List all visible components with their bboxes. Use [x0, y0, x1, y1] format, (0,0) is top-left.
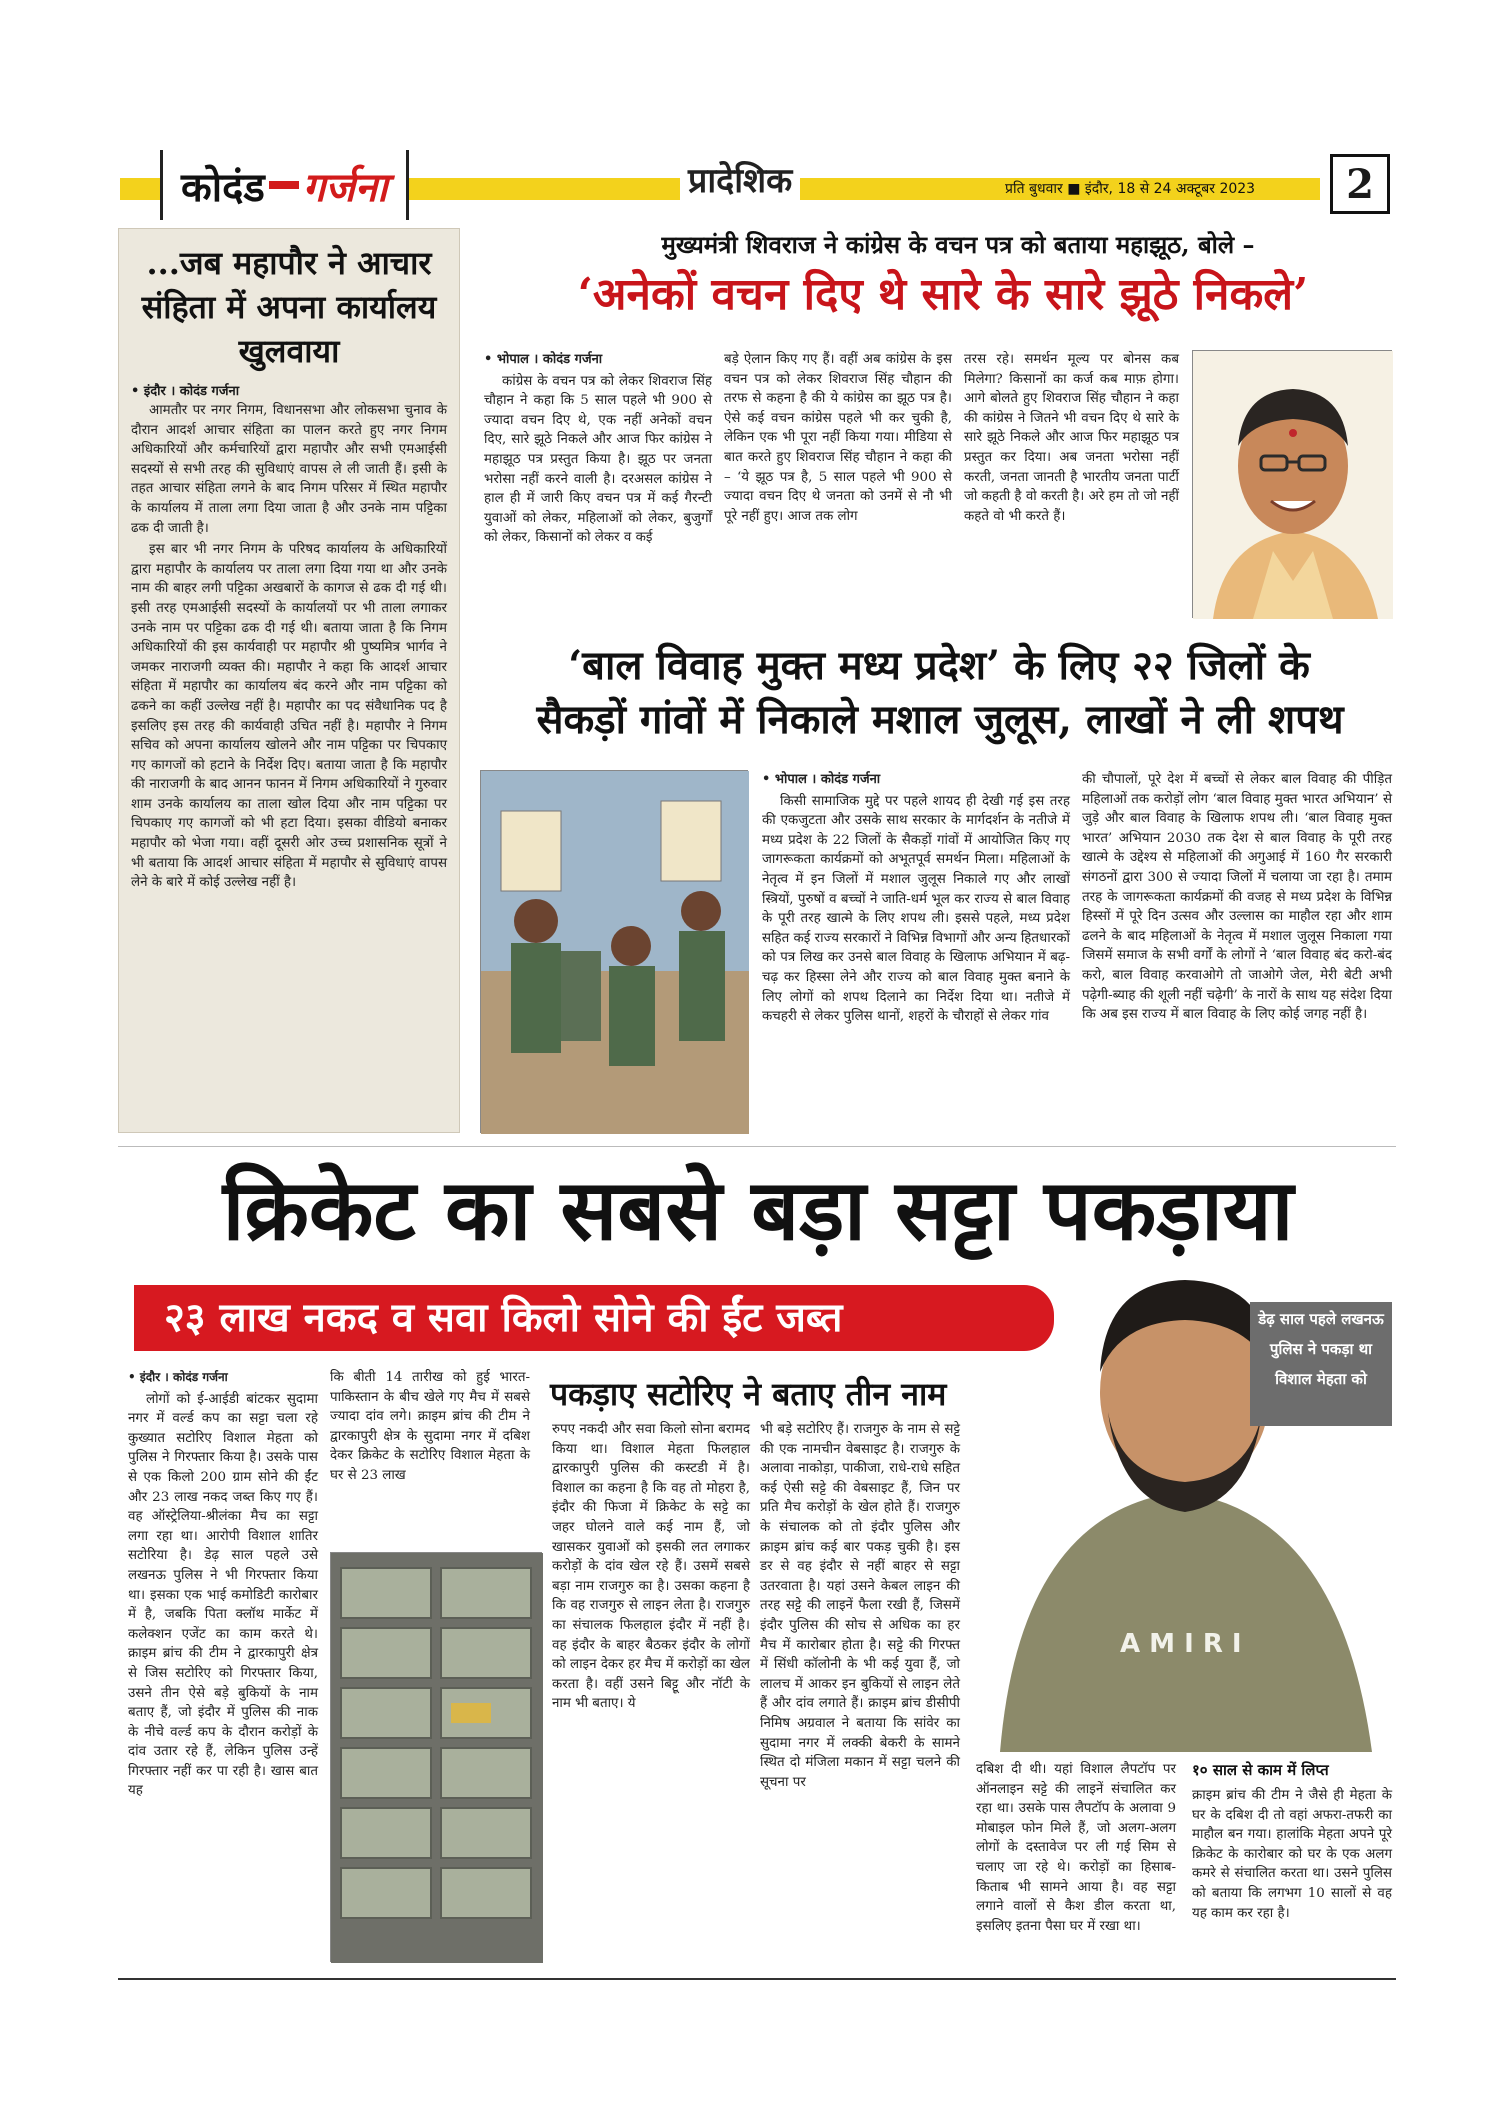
- cm-text-3: तरस रहे। समर्थन मूल्य पर बोनस कब मिलेगा? किसानों का कर्ज कब माफ़ होगा। आगे बोलते हुए शिवराज सिंह चौहान ने कहा की कांग्रेस ने जितने भी वचन दिए थे सारे के सारे झूठे निकले और आज फिर महाझूठ पत्र प्रस्तुत कर दिया। अब जनता भरोसा नहीं करती, जनता जानती है भारतीय जनता पार्टी जो कहती है वो करती है। अरे हम तो जो नहीं कहते वो भी करते हैं।: [964, 352, 1179, 524]
- mayor-body: [131, 401, 447, 893]
- mayor-headline: ...जब महापौर ने आचार संहिता में अपना कार्यालय खुलवाया: [141, 244, 437, 370]
- betting-text-5: दबिश दी थी। यहां विशाल लैपटॉप पर ऑनलाइन सट्टे की लाइनें संचालित कर रहा था। उसके पास लैपटॉप के अलावा 9 मोबाइल फोन मिले हैं, जो अलग-अलग लोगों के दस्तावेज पर ली गई सिम से चलाए जा रहे थे। करोड़ों का हिसाब-किताब भी सामने आया है। वह सट्टा लगाने वालों से कैश डील करता था, इसलिए इतना पैसा घर में रखा था।: [976, 1762, 1176, 1934]
- betting-dateline: • इंदौर । कोदंड गर्जना: [128, 1370, 228, 1384]
- betting-column-5: [976, 1760, 1176, 1970]
- side-subhead: १० साल से काम में लिप्त: [1192, 1761, 1329, 1779]
- page-number: 2: [1330, 154, 1390, 214]
- betting-text-2: कि बीती 14 तारीख को हुई भारत-पाकिस्तान के बीच खेले गए मैच में सबसे ज्यादा दांव लगे। क्राइम ब्रांच की टीम ने द्वारकापुरी क्षेत्र के सुदामा नगर में दबिश देकर क्रिकेट के सटोरिए विशाल मेहता के घर से 23 लाख: [330, 1370, 530, 1483]
- logo-part-2: गर्जना: [302, 163, 388, 211]
- child-dateline: • भोपाल । कोदंड गर्जना: [762, 772, 881, 787]
- cash-photo: [330, 1552, 542, 1962]
- svg-text:A M I R I: A M I R I: [1120, 1629, 1242, 1659]
- betting-headline: क्रिकेट का सबसे बड़ा सट्टा पकड़ाया: [222, 1160, 1294, 1259]
- inner-headline: पकड़ाए सटोरिए ने बताए तीन नाम: [550, 1375, 947, 1413]
- cm-column-3: [964, 350, 1179, 620]
- cm-dateline: • भोपाल । कोदंड गर्जना: [484, 352, 603, 367]
- mayor-paragraph-2: इस बार भी नगर निगम के परिषद कार्यालय के अधिकारियों द्वारा महापौर के कार्यालय पर ताला लगा दिया गया था और उनके नाम की बाहर लगी पट्टिका अखबारों के कागज से ढक दी गई थी। इसी तरह एमआईसी सदस्यों के कार्यालयों पर भी ताला लगाकर उनके नाम पर पट्टिका ढक दी गई थी। बताया जाता है कि निगम अधिकारियों की इस कार्यवाही पर महापौर श्री पुष्यमित्र भार्गव ने जमकर नाराजगी व्यक्त की। महापौर ने कहा कि आदर्श आचार संहिता में महापौर का कार्यालय बंद करने और नाम पट्टिका को ढकने का कहीं उल्लेख नहीं है। महापौर का पद संवैधानिक पद है इसलिए इस तरह की कार्यवाही उचित नहीं है। महापौर ने निगम सचिव को अपना कार्यालय खोलने और नाम पट्टिका पर चिपकाए गए कागजों को हटाने के निर्देश दिए। बताया जाता है कि महापौर की नाराजगी के बाद आनन फानन में निगम अधिकारियों ने गुरुवार शाम उनके कार्यालय का ताला खोल दिया और नाम पट्टिका पर चिपकाए गए कागजों को भी हटा दिया। इसका वीडियो बनाकर महापौर को भेजा गया। वहीं दूसरी ओर उच्च प्रशासनिक सूत्रों ने भी बताया कि आदर्श आचार संहिता में महापौर से सुविधाएं वापस लेने के बारे में कोई उल्लेख नहीं है।: [131, 542, 447, 891]
- section-title: प्रादेशिक: [680, 156, 800, 202]
- rally-illustration: [481, 771, 749, 1134]
- child-column-1: [762, 770, 1070, 1133]
- newspaper-logo: [160, 150, 409, 220]
- betting-column-4: [760, 1420, 960, 1968]
- betting-text-4: भी बड़े सटोरिए हैं। राजगुरु के नाम से सट्टे की एक नामचीन वेबसाइट है। राजगुरु के अलावा नाकोड़ा, पाकीजा, राधे-राधे सहित कई ऐसी सट्टे की वेबसाइट हैं, जिन पर प्रति मैच करोड़ों के खेल होते हैं। राजगुरु के संचालक को तो इंदौर पुलिस और क्राइम ब्रांच कई बार पकड़ चुकी है। इस डर से वह इंदौर से नहीं बाहर से सट्टा उतरवाता है। यहां उसने केबल लाइन की तरह सट्टे की लाइनें फैला रखी हैं, जिसमें इंदौर पुलिस की सोच से अधिक का हर मैच में कारोबार होता है। सट्टे की गिरफ्त में सिंधी कॉलोनी के भी कई युवा हैं, जो लालच में आकर इन बुकियों से लाइन लेते हैं और दांव लगाते हैं। क्राइम ब्रांच डीसीपी निमिष अग्रवाल ने बताया कि सांवेर का सुदामा नगर में लक्की बेकरी के सामने स्थित दो मंजिला मकान में सट्टा चलने की सूचना पर: [760, 1422, 960, 1790]
- child-marriage-headline-1: ‘बाल विवाह मुक्त मध्य प्रदेश’ के लिए २२ जिलों के: [568, 642, 1310, 689]
- mayor-paragraph-1: आमतौर पर नगर निगम, विधानसभा और लोकसभा चुनाव के दौरान आदर्श आचार संहिता का पालन करते हुए नगर निगम अधिकारियों और कर्मचारियों द्वारा महापौर और सभी एमआईसी सदस्यों से सभी तरह की सुविधाएं वापस ले ली जाती हैं। इसी के तहत आचार संहिता लगने के बाद निगम परिसर में स्थित महापौर के कार्यालय में ताला लगा दिया जाता है और उनके नाम पट्टिका ढक दी जाती है।: [131, 403, 447, 536]
- cm-column-1: [484, 350, 712, 620]
- child-text-2: की चौपालों, पूरे देश में बच्चों से लेकर बाल विवाह की पीड़ित महिलाओं तक करोड़ों लोग ‘बाल विवाह मुक्त भारत अभियान’ से जुड़े और बाल विवाह के खिलाफ शपथ ली। ‘बाल विवाह मुक्त भारत’ अभियान 2030 तक देश से बाल विवाह के पूरी तरह खात्मे के उद्देश्य से महिलाओं की अगुआई में 160 गैर सरकारी संगठनों द्वारा 300 से ज्यादा जिलों में चलाया जा रहा है। तमाम तरह के जागरूकता कार्यक्रमों की वजह से मध्य प्रदेश के विभिन्न हिस्सों में पूरे दिन उत्सव और उल्लास का माहौल रहा और शाम ढलने के बाद महिलाओं के नेतृत्व में मशाल जुलूस निकाला गया जिसमें समाज के सभी वर्गों के लोगों ने ‘बाल विवाह बंद करो-बंद करो, बाल विवाह करवाओगे तो जाओगे जेल, मेरी बेटी अभी पढ़ेगी-ब्याह की शूली नहीं चढ़ेगी’ के नारों के साथ यह संदेश दिया कि अब इस राज्य में बाल विवाह के लिए कोई जगह नहीं है।: [1082, 772, 1392, 1023]
- betting-subheadline: २३ लाख नकद व सवा किलो सोने की ईंट जब्त: [134, 1285, 1054, 1351]
- cash-illustration: [331, 1553, 543, 1963]
- cm-portrait-illustration: [1193, 351, 1393, 619]
- mayor-story: [118, 228, 460, 1133]
- mayor-dateline: • इंदौर । कोदंड गर्जना: [131, 384, 240, 399]
- rally-photo: [480, 770, 748, 1133]
- photo-caption-box: डेढ़ साल पहले लखनऊ पुलिस ने पकड़ा था विशाल मेहता को: [1250, 1302, 1392, 1426]
- betting-text-1: लोगों को ई-आईडी बांटकर सुदामा नगर में वर्ल्ड कप का सट्टा चला रहे कुख्यात सटोरिए विशाल मेहता को पुलिस ने गिरफ्तार किया है। उसके पास से एक किलो 200 ग्राम सोने की ईंट और 23 लाख नकद जब्त किए गए हैं। वह ऑस्ट्रेलिया-श्रीलंका मैच का सट्टा लगा रहा था। आरोपी विशाल शातिर सटोरिया है। डेढ़ साल पहले उसे लखनऊ पुलिस ने भी गिरफ्तार किया था। इसका एक भाई कमोडिटी कारोबार में है, जबकि पिता क्लॉथ मार्केट में कलेक्शन एजेंट का काम करते थे। क्राइम ब्रांच की टीम ने द्वारकापुरी क्षेत्र से जिस सटोरिए को गिरफ्तार किया, उसने तीन ऐसे बड़े बुकियों के नाम बताए हैं, जो इंदौर में पुलिस की नाक के नीचे वर्ल्ड कप के दौरान करोड़ों के दांव उतार रहे हैं, लेकिन पुलिस उन्हें गिरफ्तार नहीं कर पा रही है। खास बात यह: [128, 1391, 318, 1799]
- logo-arrow-icon: [269, 181, 299, 189]
- masthead: [120, 150, 1390, 220]
- betting-text-6: क्राइम ब्रांच की टीम ने जैसे ही मेहता के घर के दबिश दी तो वहां अफरा-तफरी का माहौल बन गया। हालांकि मेहता अपने पूरे क्रिकेट के कारोबार को घर के एक अलग कमरे से संचालित करता था। उसने पुलिस को बताया कि लगभग 10 सालों से वह यह काम कर रहा है।: [1192, 1788, 1392, 1921]
- cm-text-1: कांग्रेस के वचन पत्र को लेकर शिवराज सिंह चौहान ने कहा कि 5 साल पहले भी 900 से ज्यादा वचन दिए थे, एक नहीं अनेकों वचन दिए, सारे झूठे निकले और आज फिर कांग्रेस ने महाझूठ पत्र प्रस्तुत किया है। झूठ पर जनता भरोसा नहीं करने वाली है। दरअसल कांग्रेस ने हाल ही में जारी किए वचन पत्र में कई गैरन्टी युवाओं को लेकर, महिलाओं को लेकर, बुजुर्गों को लेकर, किसानों को लेकर व कई: [484, 373, 712, 546]
- logo-part-1: कोदंड: [181, 163, 265, 211]
- child-marriage-headline-2: सैकड़ों गांवों में निकाले मशाल जुलूस, लाखों ने ली शपथ: [536, 696, 1344, 743]
- cm-kicker: मुख्यमंत्री शिवराज ने कांग्रेस के वचन पत्र को बताया महाझूठ, बोले –: [661, 230, 1255, 259]
- section-divider: [118, 1146, 1396, 1147]
- cm-headline: ‘अनेकों वचन दिए थे सारे के सारे झूठे निकले’: [577, 269, 1309, 320]
- cm-column-2: [724, 350, 952, 620]
- betting-column-3: [552, 1420, 750, 1968]
- child-column-2: [1082, 770, 1392, 1133]
- betting-column-6: [1192, 1760, 1392, 1970]
- child-text-1: किसी सामाजिक मुद्दे पर पहले शायद ही देखी गई इस तरह की एकजुटता और उसके साथ सरकार के मार्गदर्शन के नतीजे में मध्य प्रदेश के 22 जिलों के सैकड़ों गांवों में आयोजित किए गए जागरूकता कार्यक्रमों को अभूतपूर्व समर्थन मिला। महिलाओं के नेतृत्व में इन जिलों में मशाल जुलूस निकाले गए और लाखों स्त्रियों, पुरुषों व बच्चों ने जाति-धर्म भूल कर राज्य से बाल विवाह के पूरी तरह खात्मे के लिए शपथ ली। इससे पहले, मध्य प्रदेश सहित कई राज्य सरकारों ने विभिन्न विभागों और अन्य हितधारकों को पत्र लिख कर उनसे बाल विवाह के खिलाफ अभियान में बढ़-चढ़ कर हिस्सा लेने और राज्य को बाल विवाह मुक्त बनाने के लिए लोगों को शपथ दिलाने का निर्देश दिया था। नतीजे में कचहरी से लेकर पुलिस थानों, शहरों के चौराहों से लेकर गांव: [762, 793, 1070, 1025]
- betting-column-2: [330, 1368, 530, 1483]
- cm-text-2: बड़े ऐलान किए गए हैं। वहीं अब कांग्रेस के इस वचन पत्र को लेकर शिवराज सिंह चौहान की तरफ से कहना है की ये कांग्रेस का झूठ पत्र है। ऐसे कई वचन कांग्रेस पहले भी कर चुकी है, लेकिन एक भी पूरा नहीं किया गया। मीडिया से बात करते हुए शिवराज सिंह चौहान ने कहा की – ‘ये झूठ पत्र है, 5 साल पहले भी 900 से ज्यादा वचन दिए थे जनता को उनमें से नौ भी पूरे नहीं हुए। आज तक लोग: [724, 352, 952, 524]
- betting-column-1: [128, 1368, 318, 1968]
- person-photo: [1192, 350, 1392, 618]
- footer-rule: [118, 1978, 1396, 1980]
- betting-text-3: रुपए नकदी और सवा किलो सोना बरामद किया था। विशाल मेहता फिलहाल द्वारकापुरी पुलिस की कस्टडी में है। विशाल का कहना है कि वह तो मोहरा है, इंदौर की फिजा में क्रिकेट के सट्टे का जहर घोलने वाले कई नाम हैं, जो खासकर युवाओं को इसकी लत लगाकर करोड़ों के दांव खेल रहे हैं। उसमें सबसे बड़ा नाम राजगुरु का है। उसका कहना है कि वह राजगुरु से लाइन लेता है। राजगुरु का संचालक फिलहाल इंदौर में नहीं है। वह इंदौर के बाहर बैठकर इंदौर के लोगों को लाइन देकर हर मैच में करोड़ों का खेल करता है। वहीं उसने बिट्टू और नॉटी के नाम भी बताए। ये: [552, 1422, 750, 1712]
- issue-dateline: प्रति बुधवार ■ इंदौर, 18 से 24 अक्टूबर 2023: [1005, 181, 1256, 197]
